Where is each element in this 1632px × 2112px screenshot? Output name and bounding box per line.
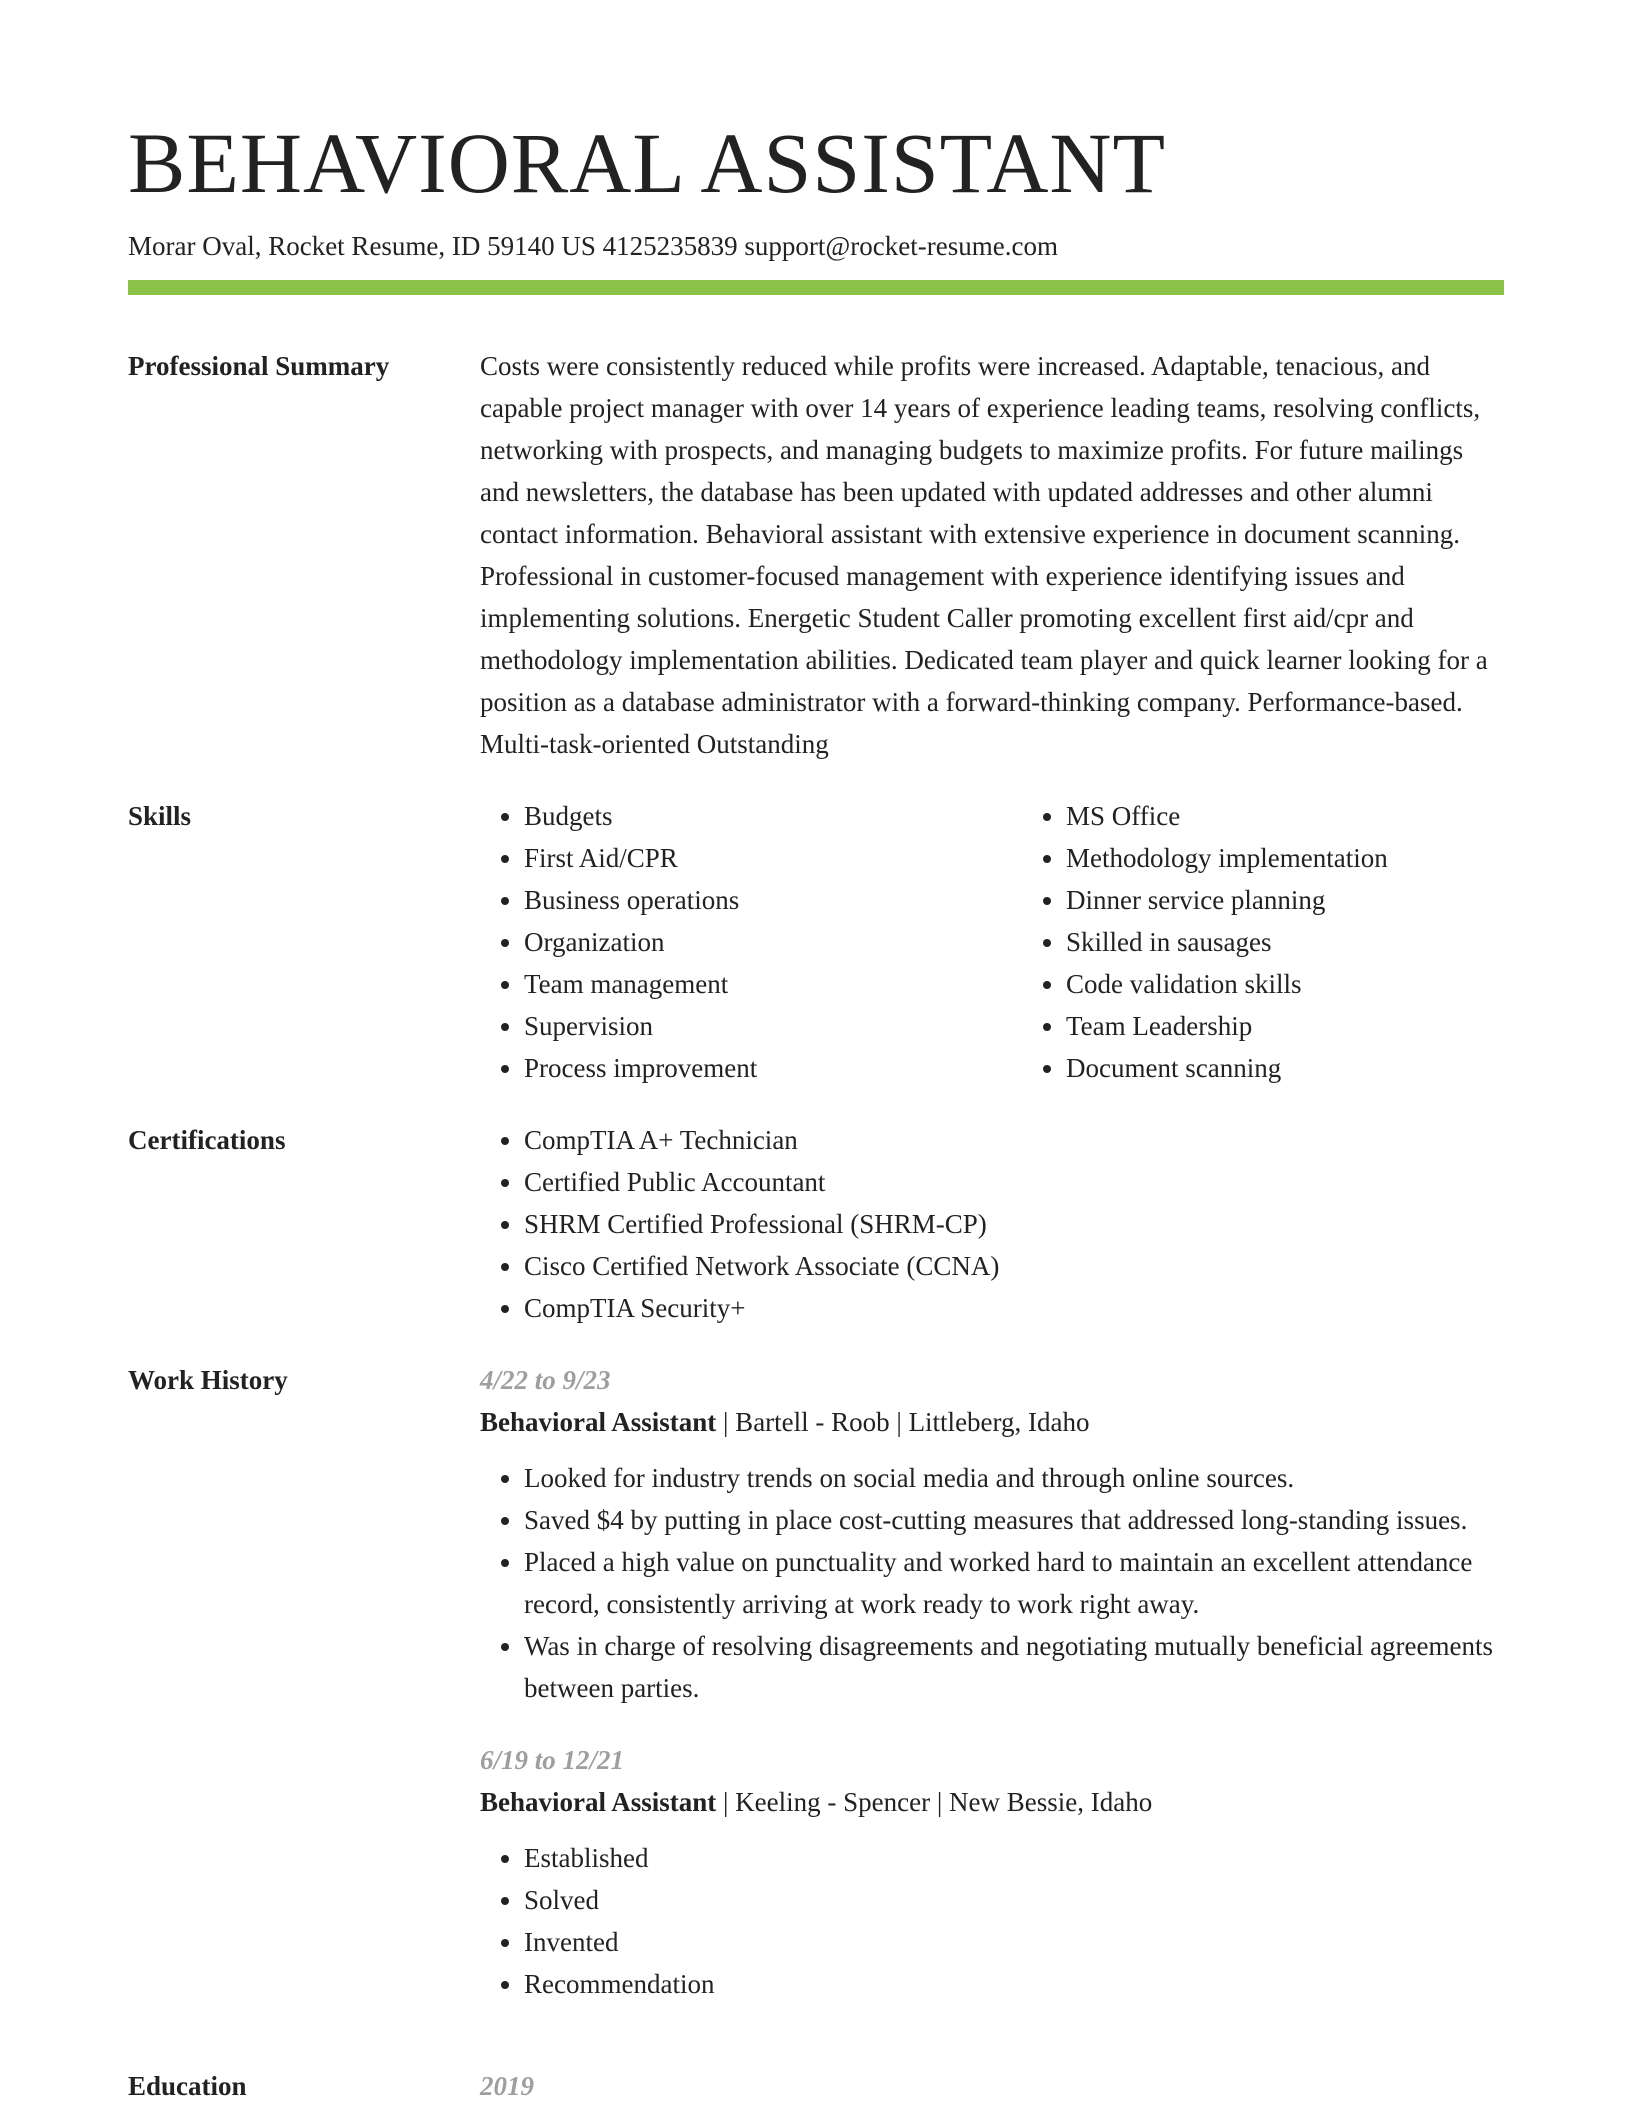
job-details: | Keeling - Spencer | New Bessie, Idaho xyxy=(716,1787,1153,1818)
job-bullet: • Solved xyxy=(524,1879,1504,1921)
certifications-heading: Certifications xyxy=(128,1125,286,1156)
job-bullet: • Placed a high value on punctuality and worked hard to maintain an excellent attendance record, consistently arriving at work ready to work right away. xyxy=(524,1541,1504,1625)
certifications-list xyxy=(480,1119,1504,1329)
skill-item: • First Aid/CPR xyxy=(524,837,962,879)
job-entry xyxy=(480,1739,1504,2005)
skills-list-right xyxy=(1022,795,1504,1089)
job-title-line xyxy=(480,1781,1504,1823)
job-bullets xyxy=(480,1457,1504,1709)
skills-section xyxy=(128,795,1504,1089)
certification-item: • Certified Public Accountant xyxy=(524,1161,1504,1203)
skill-item: • Process improvement xyxy=(524,1047,962,1089)
skill-item: • Business operations xyxy=(524,879,962,921)
summary-text: Costs were consistently reduced while profits were increased. Adaptable, tenacious, and capable project manager with over 14 years of experience leading teams, resolving conflicts, networking with prospects, and managing budgets to maximize profits. For future mailings and newsletters, the database has been updated with updated addresses and other alumni contact information. Behavioral assistant with extensive experience in document scanning. Professional in customer-focused management with experience identifying issues and implementing solutions. Energetic Student Caller promoting excellent first aid/cpr and methodology implementation abilities. Dedicated team player and quick learner looking for a position as a database administrator with a forward-thinking company. Performance-based. Multi-task-oriented Outstanding xyxy=(480,351,1488,760)
job-bullet: • Invented xyxy=(524,1921,1504,1963)
summary-heading: Professional Summary xyxy=(128,351,390,382)
job-bullets xyxy=(480,1837,1504,2005)
skill-item: • Team management xyxy=(524,963,962,1005)
job-bullet: • Established xyxy=(524,1837,1504,1879)
skill-item: • Code validation skills xyxy=(1066,963,1504,1005)
job-title: Behavioral Assistant xyxy=(480,1787,717,1818)
summary-section xyxy=(128,345,1504,765)
job-title: Behavioral Assistant xyxy=(480,1407,717,1438)
certifications-section xyxy=(128,1119,1504,1329)
job-date: 6/19 to 12/21 xyxy=(480,1745,625,1776)
job-details: | Bartell - Roob | Littleberg, Idaho xyxy=(716,1407,1090,1438)
job-bullet: • Looked for industry trends on social media and through online sources. xyxy=(524,1457,1504,1499)
resume-name: BEHAVIORAL ASSISTANT xyxy=(128,115,1167,211)
contact-info: Morar Oval, Rocket Resume, ID 59140 US 4125235839 support@rocket-resume.com xyxy=(128,231,1058,261)
skill-item: • Dinner service planning xyxy=(1066,879,1504,921)
job-title-line xyxy=(480,1401,1504,1443)
certification-item: • CompTIA A+ Technician xyxy=(524,1119,1504,1161)
skills-list-left xyxy=(480,795,962,1089)
skill-item: • Organization xyxy=(524,921,962,963)
skill-item: • Budgets xyxy=(524,795,962,837)
education-section xyxy=(128,2065,1504,2107)
skill-item: • Skilled in sausages xyxy=(1066,921,1504,963)
certification-item: • Cisco Certified Network Associate (CCNA) xyxy=(524,1245,1504,1287)
work-history-section xyxy=(128,1359,1504,2035)
skill-item: • Document scanning xyxy=(1066,1047,1504,1089)
job-bullet: • Recommendation xyxy=(524,1963,1504,2005)
header-divider xyxy=(128,280,1504,295)
skill-item: • Team Leadership xyxy=(1066,1005,1504,1047)
skill-item: • MS Office xyxy=(1066,795,1504,837)
work-history-heading: Work History xyxy=(128,1365,288,1396)
job-bullet: • Saved $4 by putting in place cost-cutting measures that addressed long-standing issues. xyxy=(524,1499,1504,1541)
resume-page xyxy=(128,115,1504,2107)
skill-item: • Supervision xyxy=(524,1005,962,1047)
job-entry xyxy=(480,1359,1504,1709)
education-heading: Education xyxy=(128,2071,247,2102)
skills-heading: Skills xyxy=(128,801,192,832)
job-bullet: • Was in charge of resolving disagreements and negotiating mutually beneficial agreements between parties. xyxy=(524,1625,1504,1709)
skill-item: • Methodology implementation xyxy=(1066,837,1504,879)
certification-item: • SHRM Certified Professional (SHRM-CP) xyxy=(524,1203,1504,1245)
job-date: 4/22 to 9/23 xyxy=(480,1365,611,1396)
certification-item: • CompTIA Security+ xyxy=(524,1287,1504,1329)
education-date: 2019 xyxy=(480,2071,534,2102)
